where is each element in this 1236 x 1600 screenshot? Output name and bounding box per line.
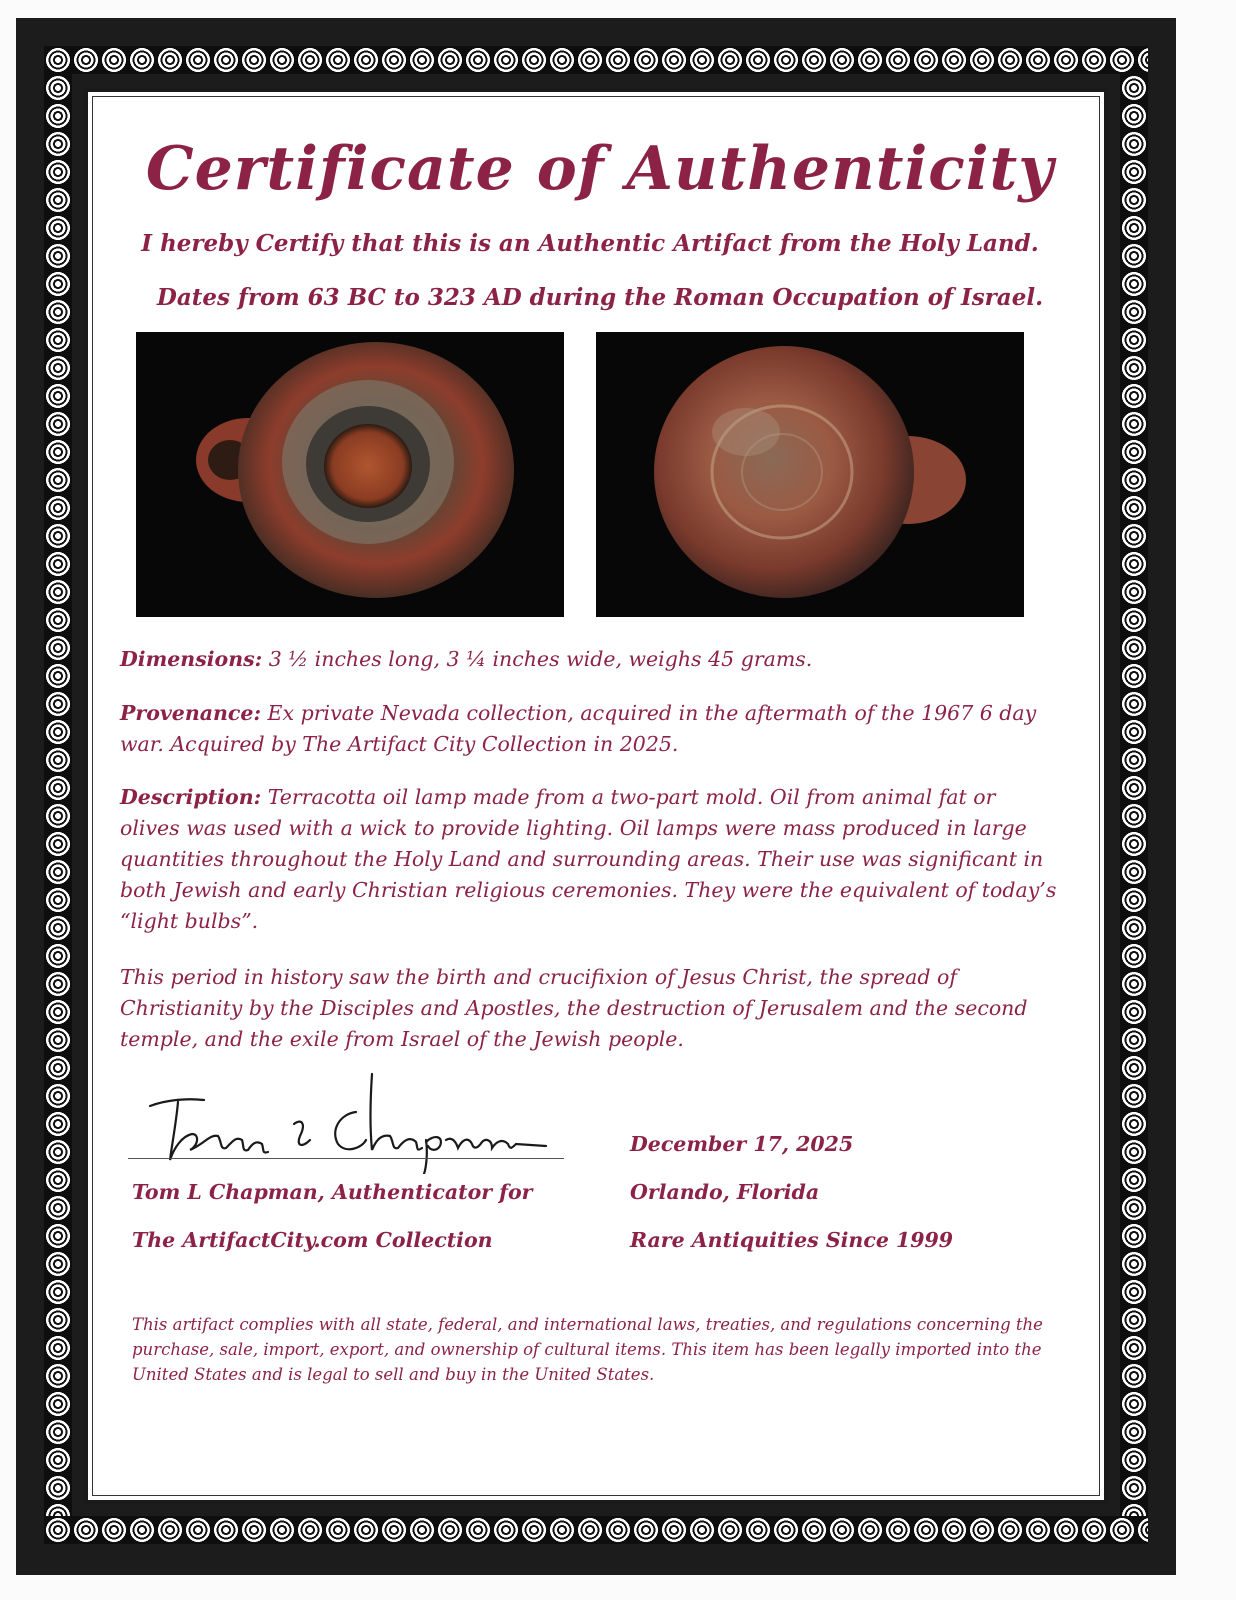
description-text: Terracotta oil lamp made from a two-part mold. Oil from animal fat or olives was used with a wick to provide lighting. Oil lamps were mass produced in large quantities throughout the Holy Land and surrounding areas. Their use was significant in both Jewish and early Christian religious ceremonies. They were the equivalent of today’s “light bulbs”. (120, 785, 1057, 933)
company-tagline: Rare Antiquities Since 1999 (630, 1228, 954, 1252)
issue-date: December 17, 2025 (630, 1132, 854, 1156)
certify-statement: I hereby Certify that this is an Authentic Artifact from the Holy Land. (141, 230, 1039, 257)
ornamental-border-right (1120, 74, 1148, 1516)
issue-location: Orlando, Florida (630, 1180, 820, 1204)
lamp-photo-bottom (596, 332, 1024, 617)
ornamental-border-bottom (44, 1516, 1148, 1544)
dates-statement: Dates from 63 BC to 323 AD during the Roman Occupation of Israel. (156, 284, 1044, 311)
dimensions-label: Dimensions: (120, 647, 263, 671)
legal-disclaimer: This artifact complies with all state, federal, and international laws, treaties, and regulations concerning the purchase, sale, import, export, and ownership of cultural items. This item has been legally imported into the United States and is legal to sell and buy in the United States. (132, 1315, 1043, 1384)
signature-line (128, 1158, 564, 1159)
lamp-photo-top (136, 332, 564, 617)
lamp-top-illustration (136, 332, 564, 617)
lamp-bottom-illustration (596, 332, 1024, 617)
provenance-text: Ex private Nevada collection, acquired in the aftermath of the 1967 6 day war. Acquired by The Artifact City Collection in 2025. (120, 701, 1037, 756)
ornamental-border-top (44, 46, 1148, 74)
authenticator-name: Tom L Chapman, Authenticator for (132, 1180, 533, 1204)
dimensions-paragraph (120, 644, 1060, 675)
dimensions-text: 3 ½ inches long, 3 ¼ inches wide, weighs 45 grams. (262, 647, 813, 671)
provenance-paragraph (120, 698, 1060, 760)
collection-name: The ArtifactCity.com Collection (132, 1228, 493, 1252)
description-paragraph (120, 782, 1060, 937)
provenance-label: Provenance: (120, 701, 262, 725)
certificate-title: Certificate of Authenticity (145, 134, 1055, 204)
description-label: Description: (120, 785, 262, 809)
ornamental-border-left (44, 74, 72, 1516)
history-paragraph: This period in history saw the birth and crucifixion of Jesus Christ, the spread of Christianity by the Disciples and Apostles, the destruction of Jerusalem and the second temple, and the exile from Israel of the Jewish people. (120, 965, 1028, 1051)
